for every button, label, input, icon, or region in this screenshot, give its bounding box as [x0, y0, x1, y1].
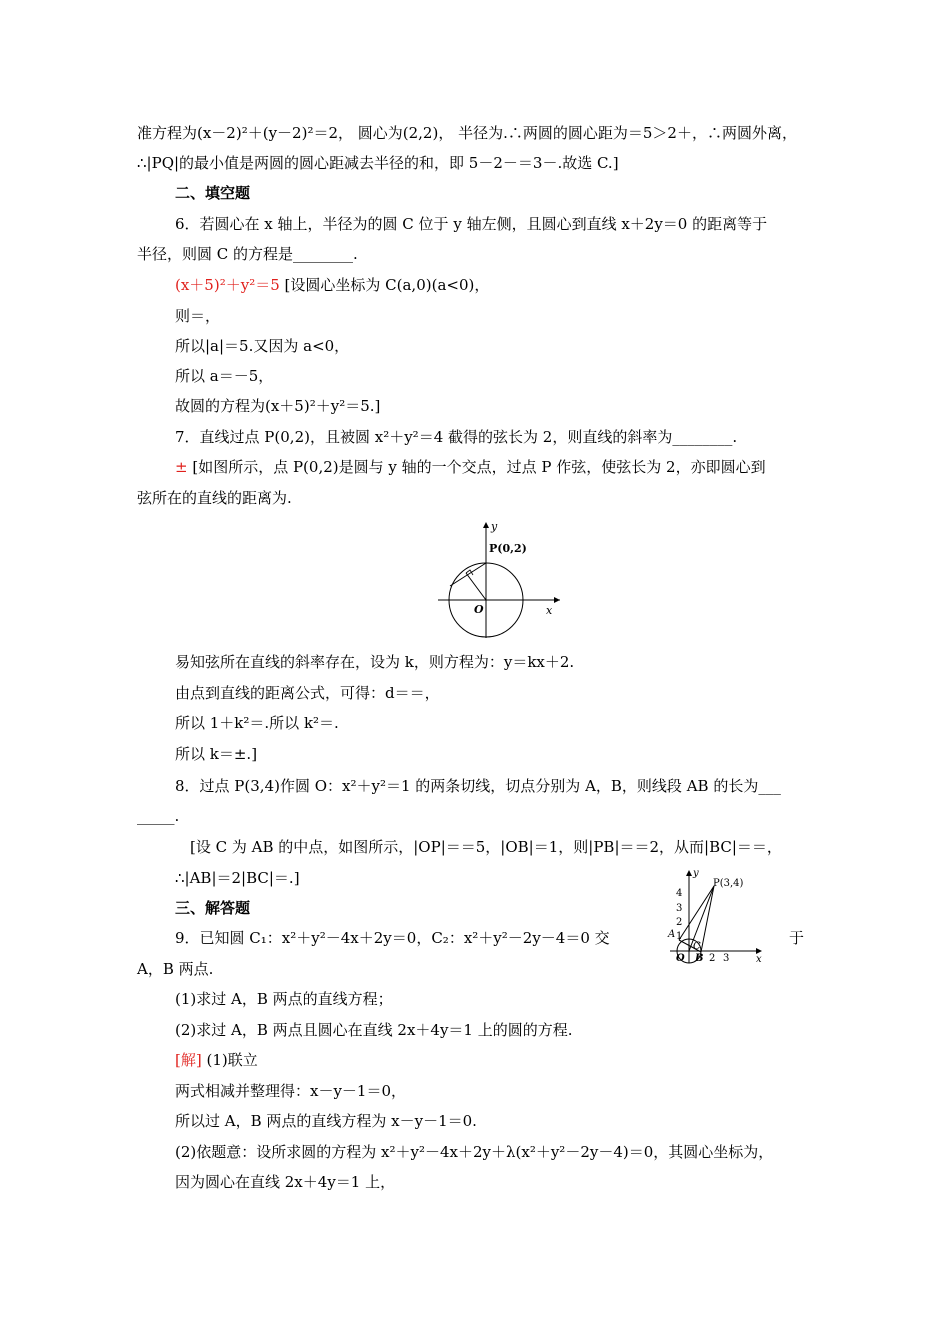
point-c-label: C	[693, 941, 701, 952]
text-line: 故圆的方程为(x＋5)²＋y²＝5.]	[175, 397, 381, 415]
text-line: (1)求过 A，B 两点的直线方程；	[175, 990, 393, 1008]
text-line: A，B 两点.	[137, 960, 214, 978]
text-line: (2)依题意：设所求圆的方程为 x²＋y²－4x＋2y＋λ(x²＋y²－2y－4)＝0，其圆心坐标为，	[175, 1143, 774, 1161]
origin-label: O	[676, 953, 685, 964]
figure-circle-chord	[430, 518, 570, 640]
text-line: 于	[789, 929, 805, 947]
y-tick-label: 4	[676, 888, 683, 899]
text-line: 由点到直线的距离公式，可得：d＝＝，	[175, 684, 440, 702]
y-tick-label: 3	[676, 903, 683, 914]
text-line: ∴|PQ|的最小值是两圆的圆心距减去半径的和，即 5－2－＝3－.故选 C.]	[137, 154, 619, 172]
x-tick-label: 3	[723, 953, 730, 964]
text-line: 准方程为(x－2)²＋(y－2)²＝2， 圆心为(2,2)， 半径为.∴两圆的圆心距为＝5＞2＋，∴两圆外离，	[137, 124, 797, 142]
answer-explanation: [设圆心坐标为 C(a,0)(a<0)，	[279, 276, 490, 294]
x-tick-label: 2	[709, 953, 716, 964]
text-line: 所以|a|＝5.又因为 a<0，	[175, 337, 350, 355]
answer-6	[175, 275, 489, 295]
question-7: 7．直线过点 P(0,2)，且被圆 x²＋y²＝4 截得的弦长为 2，则直线的斜率为________.	[175, 428, 738, 446]
point-p-label: P(0,2)	[489, 542, 527, 555]
answer-key: (x＋5)²＋y²＝5	[175, 276, 280, 294]
text-line: 弦所在的直线的距离为.	[137, 489, 292, 507]
text-line: 则＝，	[175, 307, 221, 325]
y-tick-label: 2	[676, 917, 683, 928]
text-line: 易知弦所在直线的斜率存在，设为 k，则方程为：y＝kx＋2.	[175, 653, 575, 671]
section-heading: 三、解答题	[175, 899, 251, 917]
x-axis-label: x	[756, 954, 762, 965]
text-line: 因为圆心在直线 2x＋4y＝1 上，	[175, 1173, 396, 1191]
figure-tangent-lines	[660, 866, 770, 966]
text-line: 两式相减并整理得：x－y－1＝0，	[175, 1082, 407, 1100]
answer-explanation: [如图所示，点 P(0,2)是圆与 y 轴的一个交点，过点 P 作弦，使弦长为 2，亦即圆心到	[187, 458, 766, 476]
point-b-label: B	[695, 953, 704, 964]
text-line: 半径，则圆 C 的方程是________.	[137, 245, 358, 263]
question-6: 6．若圆心在 x 轴上，半径为的圆 C 位于 y 轴左侧，且圆心到直线 x＋2y＝0 的距离等于	[175, 215, 768, 233]
answer-7	[175, 457, 766, 477]
point-a-label: A	[668, 929, 676, 940]
x-axis-label: x	[546, 604, 553, 617]
text-line: (2)求过 A，B 两点且圆心在直线 2x＋4y＝1 上的圆的方程.	[175, 1021, 573, 1039]
text-line: 所以 1＋k²＝.所以 k²＝.	[175, 714, 339, 732]
y-axis-label: y	[491, 520, 498, 533]
answer-9	[175, 1050, 258, 1070]
answer-8: [设 C 为 AB 的中点，如图所示，|OP|＝＝5，|OB|＝1，则|PB|＝＝2，从而|BC|＝＝，	[190, 838, 782, 856]
answer-explanation: (1)联立	[201, 1051, 258, 1069]
question-9: 9．已知圆 C₁：x²＋y²－4x＋2y＝0，C₂：x²＋y²－2y－4＝0 交	[175, 929, 610, 947]
text-line: ∴|AB|＝2|BC|＝.]	[175, 869, 300, 887]
question-8: 8．过点 P(3,4)作圆 O：x²＋y²＝1 的两条切线，切点分别为 A，B，则线段 AB 的长为___	[175, 777, 781, 795]
y-tick-label: 1	[676, 931, 683, 942]
text-line: 所以 a＝－5，	[175, 367, 274, 385]
solution-tag: [解]	[175, 1051, 202, 1069]
origin-label: O	[474, 603, 484, 616]
answer-key: ±	[175, 458, 188, 476]
text-line: 所以 k＝±.]	[175, 745, 258, 763]
y-axis-label: y	[693, 868, 699, 879]
text-line: _____.	[137, 807, 180, 825]
section-heading: 二、填空题	[175, 184, 251, 202]
point-p-label: P(3,4)	[713, 878, 744, 889]
text-line: 所以过 A，B 两点的直线方程为 x－y－1＝0.	[175, 1112, 477, 1130]
